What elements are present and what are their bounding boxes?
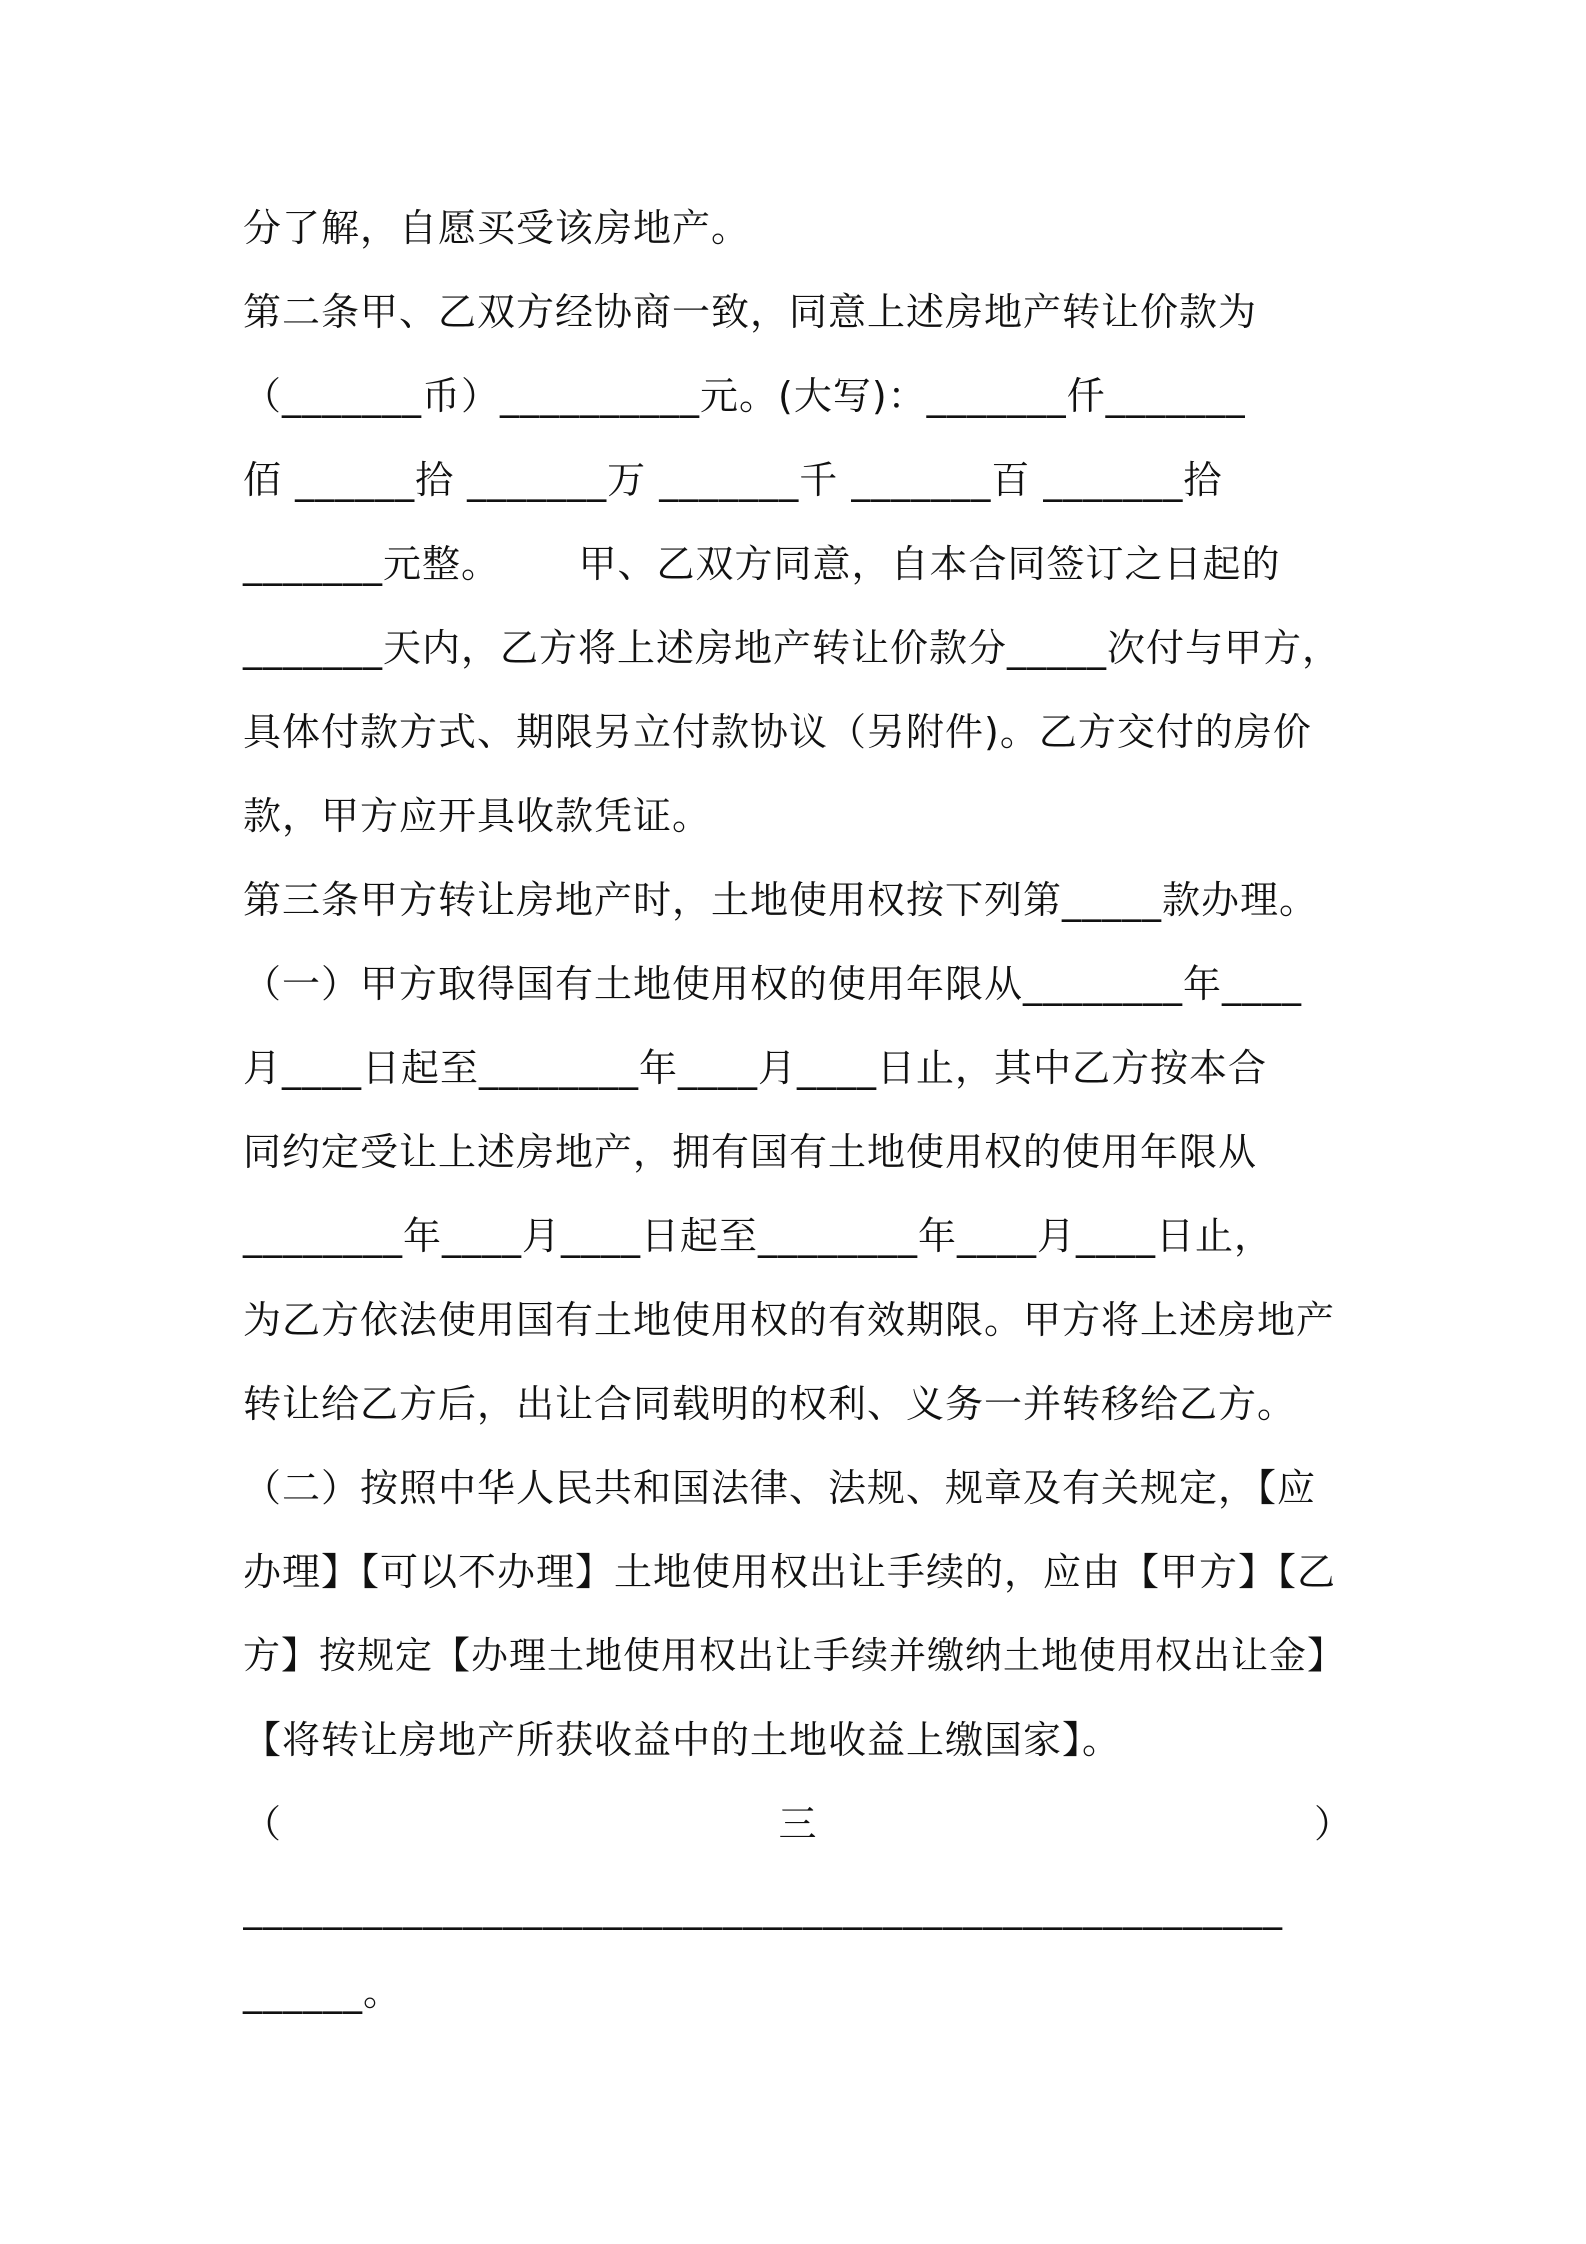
line-5: _______元整。 甲、乙双方同意，自本合同签订之日起的 (243, 542, 1281, 586)
line-13: ________年____月____日起至________年____月____日止， (243, 1214, 1274, 1258)
line-18: 方】按规定【办理土地使用权出让手续并缴纳土地使用权出让金】 (243, 1634, 1345, 1677)
line-9: 第三条甲方转让房地产时，土地使用权按下列第_____款办理。 (243, 878, 1319, 922)
line-10: （一）甲方取得国有土地使用权的使用年限从________年____ (243, 962, 1303, 1006)
line-12: 同约定受让上述房地产，拥有国有土地使用权的使用年限从 (243, 1130, 1258, 1174)
line-8: 款，甲方应开具收款凭证。 (243, 794, 712, 838)
line-1: 分了解，自愿买受该房地产。 (243, 206, 751, 250)
item-3-close-paren: ） (1313, 1802, 1353, 1846)
line-14: 为乙方依法使用国有土地使用权的有效期限。甲方将上述房地产 (243, 1298, 1336, 1342)
line-19: 【将转让房地产所获收益中的土地收益上缴国家】。 (243, 1718, 1122, 1762)
line-16: （二）按照中华人民共和国法律、法规、规章及有关规定，【应 (243, 1466, 1317, 1510)
item-3-heading (243, 1796, 1353, 1852)
item-3-open-paren: （ (243, 1802, 283, 1846)
item-3-number: 三 (778, 1802, 818, 1846)
item-3-blank-line: ____________________________________________________ (243, 1886, 1283, 1930)
line-11: 月____日起至________年____月____日止，其中乙方按本合 (243, 1046, 1268, 1090)
line-3: （_______币）__________元。(大写)：_______仟_______ (243, 374, 1246, 418)
line-4: 佰 ______拾 _______万 _______千 _______百 _______拾 (243, 458, 1223, 502)
line-2: 第二条甲、乙双方经协商一致，同意上述房地产转让价款为 (243, 290, 1258, 334)
line-6: _______天内，乙方将上述房地产转让价款分_____次付与甲方， (243, 626, 1342, 670)
line-15: 转让给乙方后，出让合同载明的权利、义务一并转移给乙方。 (243, 1382, 1297, 1426)
line-7: 具体付款方式、期限另立付款协议（另附件)。乙方交付的房价 (243, 710, 1312, 754)
line-17: 办理】【可以不办理】土地使用权出让手续的，应由【甲方】【乙 (243, 1550, 1337, 1594)
item-3-end-line: ______。 (243, 1970, 403, 2014)
